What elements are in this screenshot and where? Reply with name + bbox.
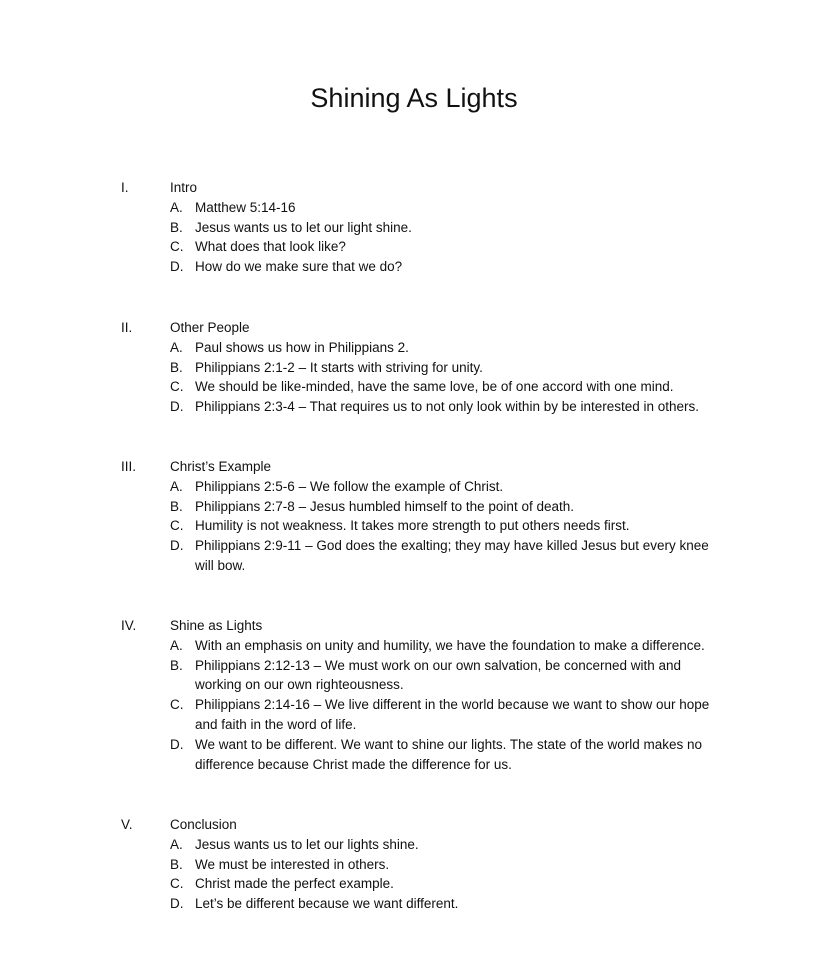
item-letter: D. (170, 538, 184, 554)
outline-item (170, 874, 725, 894)
item-letter: C. (170, 379, 184, 395)
outline-item (170, 257, 725, 277)
item-text: Philippians 2:5-6 – We follow the example of Christ. (195, 478, 504, 494)
outline-item (170, 835, 725, 855)
outline-item (170, 894, 725, 914)
item-letter: C. (170, 239, 184, 255)
outline-item (170, 237, 725, 257)
outline-item (170, 636, 725, 656)
outline-item (170, 198, 725, 218)
item-letter: C. (170, 697, 184, 713)
item-letter: B. (170, 657, 183, 673)
outline-item (170, 397, 725, 417)
item-text: What does that look like? (195, 239, 346, 255)
section-heading: Christ’s Example (170, 459, 272, 474)
item-letter: C. (170, 876, 184, 892)
outline-item (170, 695, 725, 735)
item-text: We want to be different. We want to shine our lights. The state of the world makes no difference because Christ made the difference for us. (195, 736, 703, 772)
outline-item (170, 855, 725, 875)
item-letter: D. (170, 259, 184, 275)
item-text: Let’s be different because we want different. (195, 896, 459, 912)
outline-item (170, 218, 725, 238)
item-letter: A. (170, 637, 183, 653)
item-text: We must be interested in others. (195, 856, 390, 872)
item-letter: D. (170, 399, 184, 415)
outline-item (170, 735, 725, 775)
item-text: Humility is not weakness. It takes more strength to put others needs first. (195, 518, 630, 534)
section-item-list (170, 198, 725, 277)
outline-item (170, 497, 725, 517)
outline-item (170, 358, 725, 378)
section-numeral: I. (121, 180, 129, 195)
section-item-list (170, 477, 725, 576)
document-title: Shining As Lights (310, 83, 518, 113)
section-heading: Other People (170, 320, 250, 335)
item-letter: A. (170, 339, 183, 355)
item-text: With an emphasis on unity and humility, we have the foundation to make a difference. (195, 637, 705, 653)
section-item-list (170, 835, 725, 914)
outline-item (170, 536, 725, 576)
item-text: Philippians 2:1-2 – It starts with striving for unity. (195, 359, 483, 375)
outline-item (170, 656, 725, 696)
section-numeral: III. (121, 459, 137, 474)
item-text: Philippians 2:3-4 – That requires us to not only look within by be interested in others. (195, 399, 700, 415)
item-text: Philippians 2:7-8 – Jesus humbled himself to the point of death. (195, 498, 574, 514)
item-text: Christ made the perfect example. (195, 876, 394, 892)
section-item-list (170, 338, 725, 417)
item-letter: D. (170, 896, 184, 912)
item-text: How do we make sure that we do? (195, 259, 403, 275)
item-letter: A. (170, 478, 183, 494)
item-letter: B. (170, 359, 183, 375)
item-letter: C. (170, 518, 184, 534)
item-text: Philippians 2:12-13 – We must work on our own salvation, be concerned with and working on our own righteousness. (195, 657, 682, 693)
section-heading: Shine as Lights (170, 618, 263, 633)
section-numeral: IV. (121, 618, 137, 633)
item-text: Jesus wants us to let our light shine. (195, 219, 412, 235)
section-numeral: II. (121, 320, 133, 335)
section-item-list (170, 636, 725, 775)
item-letter: B. (170, 856, 183, 872)
item-letter: D. (170, 736, 184, 752)
section-heading: Intro (170, 180, 198, 195)
section-heading: Conclusion (170, 817, 237, 832)
item-text: Matthew 5:14-16 (195, 199, 296, 215)
item-text: We should be like-minded, have the same love, be of one accord with one mind. (195, 379, 674, 395)
item-text: Paul shows us how in Philippians 2. (195, 339, 409, 355)
outline-item (170, 338, 725, 358)
section-numeral: V. (121, 817, 133, 832)
item-text: Jesus wants us to let our lights shine. (195, 836, 419, 852)
item-text: Philippians 2:14-16 – We live different in the world because we want to show our hope and faith in the word of life. (195, 697, 710, 732)
outline-item (170, 377, 725, 397)
item-letter: B. (170, 498, 183, 514)
item-text: Philippians 2:9-11 – God does the exalting; they may have killed Jesus but every knee will bow. (195, 538, 709, 573)
outline-item (170, 516, 725, 536)
item-letter: A. (170, 199, 183, 215)
outline-item (170, 477, 725, 497)
item-letter: A. (170, 836, 183, 852)
item-letter: B. (170, 219, 183, 235)
